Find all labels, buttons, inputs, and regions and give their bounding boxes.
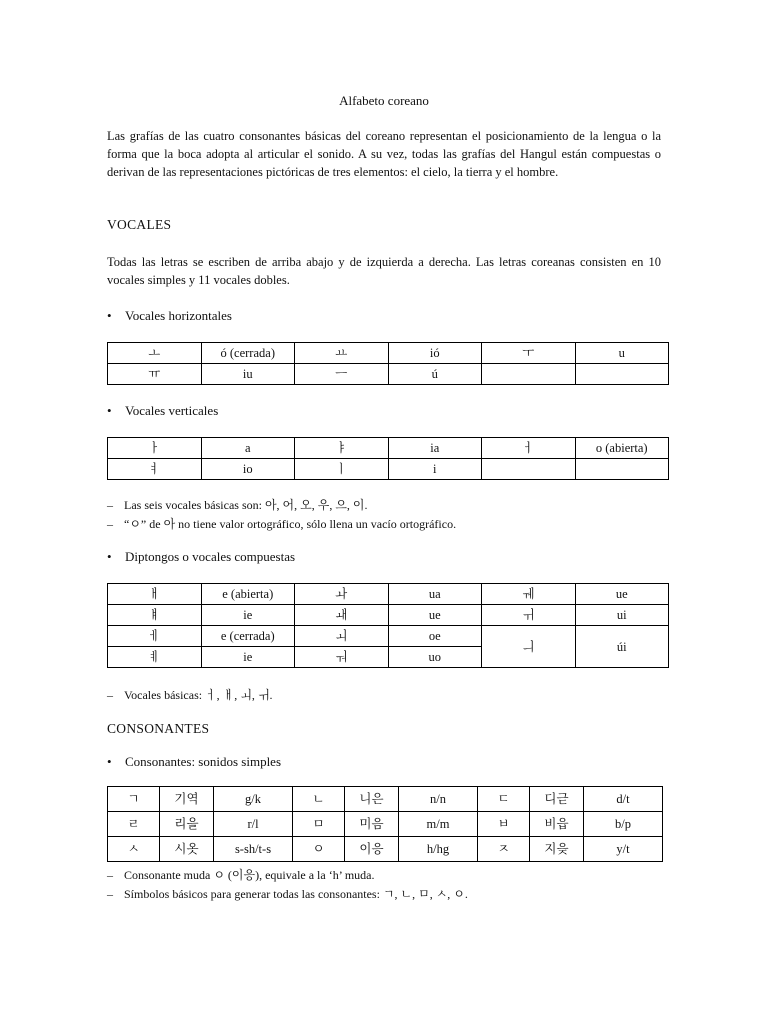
table-cell: ㅙ: [295, 605, 389, 626]
table-cell: ㅏ: [108, 438, 202, 459]
table-row: [108, 787, 663, 812]
table-cell: ú: [388, 364, 482, 385]
table-cell: ㅘ: [295, 584, 389, 605]
section-heading-consonantes: CONSONANTES: [107, 721, 210, 736]
note-text: Vocales básicas: ㅓ, ㅐ, ㅚ, ㅟ.: [124, 688, 273, 702]
table-cell: o (abierta): [575, 438, 669, 459]
table-cell: ㅠ: [108, 364, 202, 385]
table-cell: ui: [575, 605, 669, 626]
table-cell: h/hg: [399, 837, 478, 862]
table-cell: 비읍: [530, 812, 584, 837]
table-cell: io: [201, 459, 295, 480]
table-cell: ㅇ: [293, 837, 345, 862]
table-cell: ue: [575, 584, 669, 605]
table-row: [108, 459, 669, 480]
table-cell: ㅣ: [295, 459, 389, 480]
table-cell: [482, 364, 576, 385]
table-cell: ㄷ: [478, 787, 530, 812]
bullet-label: Diptongos o vocales compuestas: [125, 549, 296, 564]
dash-marker: –: [107, 887, 113, 901]
table-cell: [482, 459, 576, 480]
table-vocales-verticales: [107, 437, 669, 480]
bullet-label: Consonantes: sonidos simples: [125, 754, 282, 769]
table-cell: 니은: [345, 787, 399, 812]
table-cell: ㅗ: [108, 343, 202, 364]
dash-marker: –: [107, 517, 113, 531]
bullet-dot: •: [107, 754, 112, 769]
table-cell: d/t: [584, 787, 663, 812]
table-cell: ㅅ: [108, 837, 160, 862]
bullet-vocales-horizontales: [107, 308, 232, 324]
table-cell: uo: [388, 647, 482, 668]
bullet-consonantes: [107, 754, 281, 770]
table-cell: [575, 459, 669, 480]
table-cell: ㅔ: [108, 626, 202, 647]
table-cell: ie: [201, 605, 295, 626]
table-row: [108, 626, 669, 647]
bullet-vocales-verticales: [107, 403, 218, 419]
table-cell: u: [575, 343, 669, 364]
note-text: “ㅇ” de 아 no tiene valor ortográfico, sólo llena un vacío ortográfico.: [124, 517, 457, 531]
table-cell: n/n: [399, 787, 478, 812]
note-text: Símbolos básicos para generar todas las consonantes: ㄱ, ㄴ, ㅁ, ㅅ, ㅇ.: [124, 887, 468, 901]
table-cell: ㄹ: [108, 812, 160, 837]
table-cell: ie: [201, 647, 295, 668]
note-vocales-basicas: [107, 496, 368, 515]
table-cell: ㅢ: [482, 626, 576, 668]
table-cell: m/m: [399, 812, 478, 837]
table-cell: ㅑ: [295, 438, 389, 459]
table-cell: ㅞ: [482, 584, 576, 605]
table-cell: ㄱ: [108, 787, 160, 812]
table-cell: e (cerrada): [201, 626, 295, 647]
bullet-diptongos: [107, 549, 295, 565]
document-title: Alfabeto coreano: [339, 93, 429, 108]
note-text: Las seis vocales básicas son: 아, 어, 오, 우, 으, 이.: [124, 498, 368, 512]
dash-marker: –: [107, 498, 113, 512]
table-row: [108, 584, 669, 605]
table-cell: s-sh/t-s: [214, 837, 293, 862]
table-cell: 기역: [160, 787, 214, 812]
table-cell: ㅒ: [108, 605, 202, 626]
bullet-label: Vocales horizontales: [125, 308, 232, 323]
table-cell: ㅓ: [482, 438, 576, 459]
table-cell: ㅖ: [108, 647, 202, 668]
dash-marker: –: [107, 868, 113, 882]
bullet-dot: •: [107, 403, 112, 418]
table-cell: 이응: [345, 837, 399, 862]
table-cell: ㅂ: [478, 812, 530, 837]
table-cell: i: [388, 459, 482, 480]
table-cell: ㅐ: [108, 584, 202, 605]
bullet-dot: •: [107, 549, 112, 564]
table-cell: ㅡ: [295, 364, 389, 385]
table-cell: y/t: [584, 837, 663, 862]
table-row: [108, 837, 663, 862]
table-cell: ㅛ: [295, 343, 389, 364]
intro-paragraph: Las grafías de las cuatro consonantes básicas del coreano representan el posicionamiento de la lengua o la forma que la boca adopta al articular el sonido. A su vez, todas las grafías del Hangul están compuestas o derivan de las representaciones pictóricas de tres elementos: el cielo, la tierra y el hombre.: [107, 129, 661, 179]
note-consonante-muda: [107, 866, 374, 885]
table-cell: ㅟ: [482, 605, 576, 626]
table-cell: ㅝ: [295, 647, 389, 668]
table-consonantes: [107, 786, 663, 862]
table-row: [108, 605, 669, 626]
table-cell: 지읒: [530, 837, 584, 862]
table-cell: ㅜ: [482, 343, 576, 364]
table-row: [108, 438, 669, 459]
dash-marker: –: [107, 688, 113, 702]
table-row: [108, 343, 669, 364]
note-ieung: [107, 515, 456, 534]
table-cell: oe: [388, 626, 482, 647]
table-cell: ue: [388, 605, 482, 626]
table-cell: ㅈ: [478, 837, 530, 862]
vocales-paragraph: Todas las letras se escriben de arriba abajo y de izquierda a derecha. Las letras coreanas consisten en 10 vocales simples y 11 vocales dobles.: [107, 255, 661, 287]
table-cell: g/k: [214, 787, 293, 812]
table-cell: 시옷: [160, 837, 214, 862]
table-cell: b/p: [584, 812, 663, 837]
table-cell: ua: [388, 584, 482, 605]
table-cell: r/l: [214, 812, 293, 837]
table-cell: ㄴ: [293, 787, 345, 812]
table-cell: [575, 364, 669, 385]
note-simbolos-basicos: [107, 885, 468, 904]
table-cell: 미음: [345, 812, 399, 837]
table-cell: ㅕ: [108, 459, 202, 480]
table-cell: iu: [201, 364, 295, 385]
note-vocales-basicas-compuestas: [107, 686, 272, 705]
section-heading-vocales: VOCALES: [107, 217, 172, 232]
table-cell: 디귿: [530, 787, 584, 812]
table-cell: e (abierta): [201, 584, 295, 605]
table-row: [108, 812, 663, 837]
table-row: [108, 364, 669, 385]
table-cell: ㅁ: [293, 812, 345, 837]
table-cell: ia: [388, 438, 482, 459]
table-diptongos: [107, 583, 669, 668]
table-cell: a: [201, 438, 295, 459]
table-cell: ó (cerrada): [201, 343, 295, 364]
table-cell: ió: [388, 343, 482, 364]
table-vocales-horizontales: [107, 342, 669, 385]
bullet-label: Vocales verticales: [125, 403, 219, 418]
note-text: Consonante muda ㅇ (이응), equivale a la ‘h’ muda.: [124, 868, 375, 882]
table-cell: úi: [575, 626, 669, 668]
table-cell: ㅚ: [295, 626, 389, 647]
bullet-dot: •: [107, 308, 112, 323]
table-cell: 리을: [160, 812, 214, 837]
